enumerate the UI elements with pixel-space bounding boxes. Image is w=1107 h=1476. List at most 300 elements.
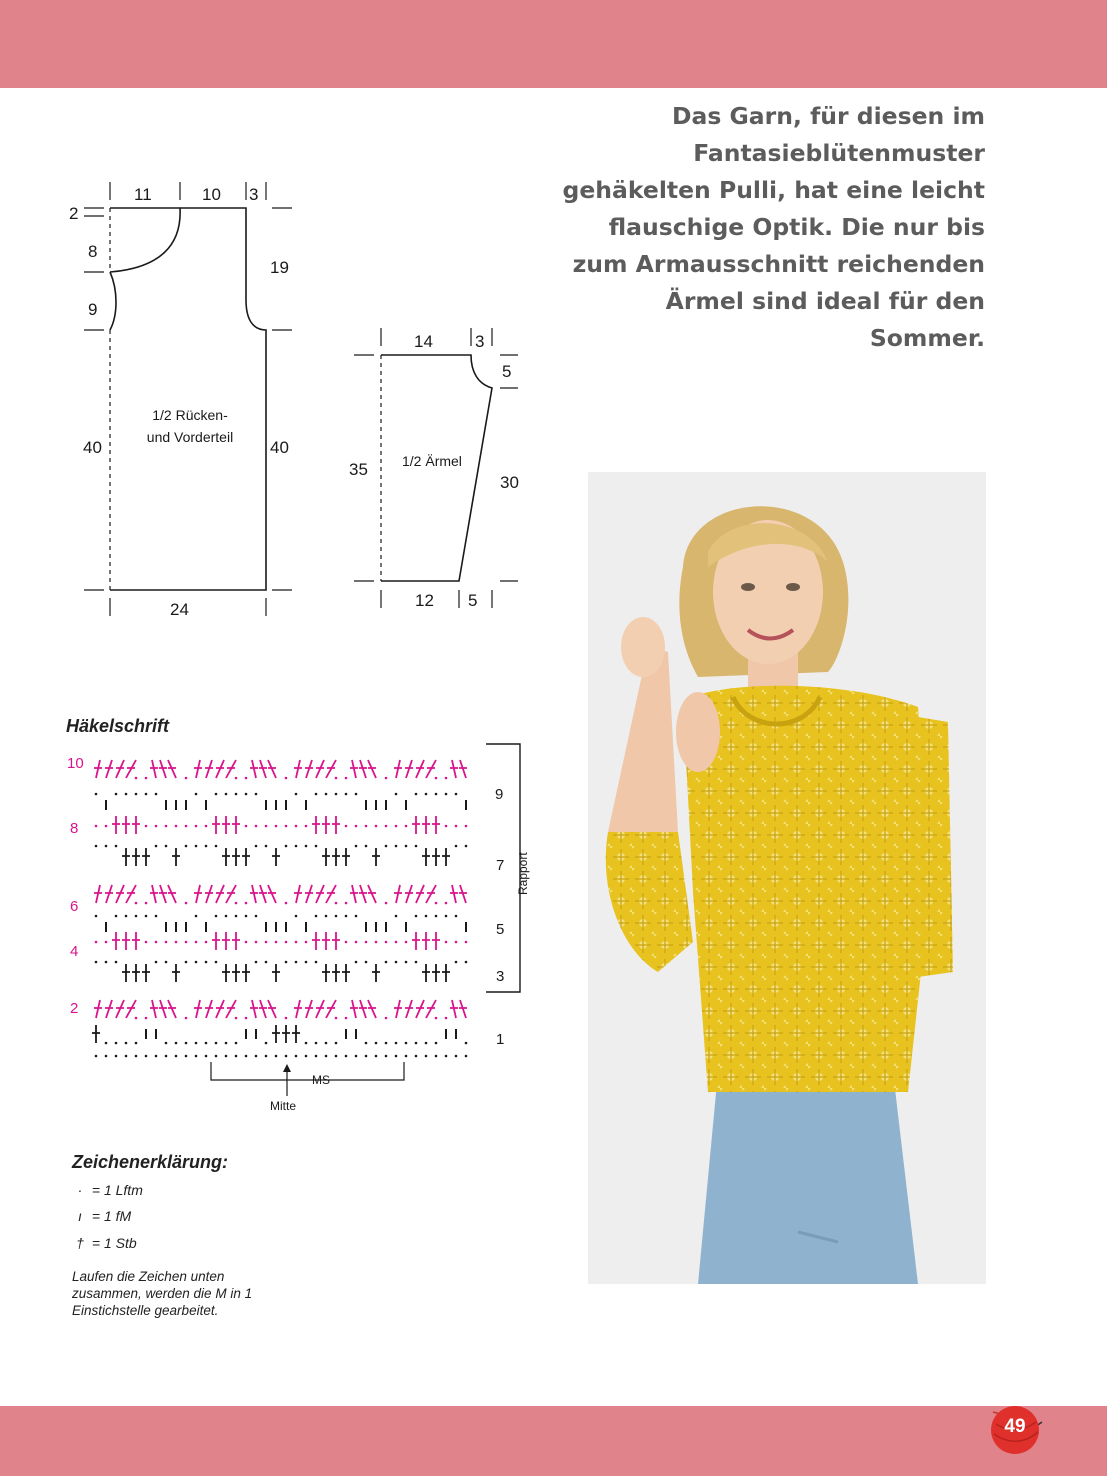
double-crochet-mark [212, 816, 220, 834]
double-crochet-mark [122, 848, 130, 866]
double-crochet-mark [150, 760, 158, 778]
double-crochet-mark [168, 885, 176, 903]
ms-label: MS [312, 1073, 330, 1087]
sleeve-pattern-schematic [340, 320, 540, 620]
double-crochet-mark [194, 760, 202, 778]
chain-dot [415, 1055, 418, 1058]
legend-item [72, 1235, 137, 1251]
single-crochet-icon: ı [78, 1208, 82, 1224]
chain-dot [95, 915, 98, 918]
body-pattern-schematic [60, 170, 320, 630]
double-crochet-mark [194, 1000, 202, 1018]
chain-dot [375, 1042, 378, 1045]
double-crochet-mark [232, 932, 240, 950]
chain-dot [365, 1055, 368, 1058]
chain-dot [375, 825, 378, 828]
double-crochet-mark [426, 760, 436, 778]
double-crochet-mark [205, 885, 213, 903]
chain-dot [295, 961, 298, 964]
double-crochet-mark [422, 964, 430, 982]
chain-dot [405, 1042, 408, 1045]
double-crochet-mark [92, 1025, 100, 1043]
legend-text: = 1 Lftm [91, 1182, 143, 1198]
chain-dot [385, 777, 388, 780]
chain-dot [205, 941, 208, 944]
top-color-band [0, 0, 1107, 88]
double-crochet-mark [142, 964, 150, 982]
row-number-right: 9 [495, 786, 504, 803]
double-crochet-mark [272, 1025, 280, 1043]
double-crochet-mark [232, 816, 240, 834]
double-crochet-mark [132, 848, 140, 866]
chain-dot [335, 777, 338, 780]
chain-dot [405, 941, 408, 944]
row-number-right: 1 [496, 1031, 505, 1048]
chain-dot [395, 825, 398, 828]
chain-dot [365, 961, 368, 964]
chain-dot [205, 1055, 208, 1058]
dim-top-left: 11 [134, 185, 152, 204]
chain-dot [415, 961, 418, 964]
chain-dot [395, 845, 398, 848]
chain-dot [135, 902, 138, 905]
chain-dot [395, 793, 398, 796]
chain-dot [395, 941, 398, 944]
double-crochet-mark [259, 1000, 267, 1018]
double-crochet-mark [426, 1000, 436, 1018]
row-number-right: 3 [496, 968, 505, 985]
chain-dot [195, 915, 198, 918]
double-crochet-mark [105, 760, 113, 778]
chain-dot [425, 793, 428, 796]
chain-dot [235, 902, 238, 905]
dim-left-neck: 8 [88, 242, 98, 261]
chain-dot [255, 825, 258, 828]
dim-right-body: 40 [270, 438, 289, 457]
chain-dot [355, 825, 358, 828]
chain-dot [135, 1055, 138, 1058]
chain-dot [245, 793, 248, 796]
dim-right-arm: 19 [270, 258, 289, 277]
double-crochet-mark [372, 964, 380, 982]
double-crochet-mark [416, 760, 424, 778]
double-crochet-mark [342, 848, 350, 866]
chain-dot [195, 941, 198, 944]
legend-text: = 1 Stb [91, 1235, 137, 1251]
chain-dot [245, 825, 248, 828]
chain-dot [315, 1055, 318, 1058]
double-crochet-mark [459, 885, 467, 903]
chain-dot [285, 961, 288, 964]
double-crochet-mark [332, 964, 340, 982]
double-crochet-mark [316, 1000, 324, 1018]
body-label: 1/2 Rücken- [152, 407, 228, 423]
chain-dot [445, 915, 448, 918]
chain-dot [175, 1055, 178, 1058]
chain-dot [425, 1042, 428, 1045]
double-crochet-mark [122, 816, 130, 834]
double-crochet-mark [450, 885, 458, 903]
chain-dot [355, 915, 358, 918]
chain-dot [155, 941, 158, 944]
double-crochet-mark [126, 885, 136, 903]
chain-dot [265, 941, 268, 944]
crochet-chart-title: Häkelschrift [66, 716, 170, 736]
intro-line: Sommer. [869, 324, 985, 352]
chain-dot [335, 1017, 338, 1020]
double-crochet-icon: † [76, 1235, 84, 1251]
chain-dot [455, 915, 458, 918]
double-crochet-mark [459, 760, 467, 778]
double-crochet-mark [232, 848, 240, 866]
chain-dot [435, 902, 438, 905]
chain-dot [225, 793, 228, 796]
chain-dot [325, 1055, 328, 1058]
chain-dot [295, 793, 298, 796]
chain-dot [175, 1042, 178, 1045]
chain-dot [145, 793, 148, 796]
double-crochet-mark [116, 1000, 124, 1018]
chain-dot [295, 825, 298, 828]
double-crochet-mark [268, 760, 276, 778]
chain-dot [115, 961, 118, 964]
chain-dot [455, 825, 458, 828]
double-crochet-mark [226, 885, 236, 903]
chain-dot [95, 793, 98, 796]
chain-dot [105, 825, 108, 828]
double-crochet-mark [159, 1000, 167, 1018]
chain-dot [125, 793, 128, 796]
double-crochet-mark [132, 964, 140, 982]
intro-line: zum Armausschnitt reichenden [572, 250, 985, 278]
chain-dot [185, 825, 188, 828]
double-crochet-mark [332, 932, 340, 950]
double-crochet-mark [450, 1000, 458, 1018]
double-crochet-mark [350, 760, 358, 778]
double-crochet-mark [350, 885, 358, 903]
double-crochet-mark [122, 932, 130, 950]
chain-dot [345, 1017, 348, 1020]
double-crochet-mark [242, 964, 250, 982]
chain-dot [185, 1055, 188, 1058]
chain-dot [215, 915, 218, 918]
double-crochet-mark [212, 932, 220, 950]
chain-dot [355, 941, 358, 944]
chain-dot [115, 793, 118, 796]
chain-dot [195, 793, 198, 796]
chain-dot [305, 1042, 308, 1045]
double-crochet-mark [112, 932, 120, 950]
ms-bracket [211, 1062, 404, 1080]
double-crochet-mark [405, 885, 413, 903]
chain-dot [325, 915, 328, 918]
row-number-left: 10 [67, 755, 84, 772]
chain-dot [145, 902, 148, 905]
double-crochet-mark [316, 885, 324, 903]
double-crochet-mark [268, 1000, 276, 1018]
double-crochet-mark [442, 964, 450, 982]
double-crochet-mark [359, 1000, 367, 1018]
double-crochet-mark [94, 885, 102, 903]
chain-dot [465, 941, 468, 944]
legend-note [72, 1268, 312, 1319]
chain-dot [235, 1042, 238, 1045]
double-crochet-mark [422, 848, 430, 866]
legend-note-line: zusammen, werden die M in 1 [72, 1286, 253, 1301]
row-number-left: 2 [70, 1000, 79, 1017]
chain-dot [325, 793, 328, 796]
double-crochet-mark [222, 848, 230, 866]
chain-dot [195, 1055, 198, 1058]
chain-dot [125, 1055, 128, 1058]
double-crochet-mark [216, 885, 224, 903]
chain-dot [305, 845, 308, 848]
chain-dot [445, 825, 448, 828]
double-crochet-mark [305, 760, 313, 778]
chain-dot [405, 845, 408, 848]
dim-sleeve-top-left: 14 [414, 332, 433, 351]
chain-dot [395, 915, 398, 918]
chain-dot [95, 1055, 98, 1058]
double-crochet-mark [116, 760, 124, 778]
double-crochet-mark [305, 885, 313, 903]
chain-dot [265, 961, 268, 964]
chain-dot [305, 825, 308, 828]
chain-dot [185, 777, 188, 780]
chain-dot [425, 915, 428, 918]
chain-dot [205, 961, 208, 964]
chain-dot [385, 1055, 388, 1058]
double-crochet-mark [216, 760, 224, 778]
dim-left-body: 40 [83, 438, 102, 457]
double-crochet-mark [432, 848, 440, 866]
chain-dot [135, 915, 138, 918]
double-crochet-mark [372, 848, 380, 866]
double-crochet-mark [322, 964, 330, 982]
chain-dot [275, 1055, 278, 1058]
chain-dot [215, 845, 218, 848]
chain-dot [225, 1042, 228, 1045]
chain-dot [435, 777, 438, 780]
intro-text [520, 98, 985, 357]
double-crochet-mark [326, 760, 336, 778]
double-crochet-mark [259, 885, 267, 903]
chain-dot [385, 1017, 388, 1020]
legend-note-line: Laufen die Zeichen unten [72, 1269, 225, 1284]
chart-symbols [92, 760, 467, 1057]
chain-dot [335, 1042, 338, 1045]
chain-dot [445, 793, 448, 796]
chain-dot [265, 1055, 268, 1058]
dim-top-right: 3 [249, 185, 259, 204]
chain-dot [295, 845, 298, 848]
chain-dot [385, 825, 388, 828]
chain-dot [245, 1017, 248, 1020]
dim-sleeve-top-right: 3 [475, 332, 485, 351]
dim-sleeve-bottom-right: 5 [468, 591, 478, 610]
row-number-right: 5 [496, 921, 505, 938]
row-number-left: 8 [70, 820, 79, 837]
dim-sleeve-right: 30 [500, 473, 519, 492]
chain-dot [345, 915, 348, 918]
chain-dot [385, 902, 388, 905]
double-crochet-mark [326, 885, 336, 903]
chain-dot [365, 1042, 368, 1045]
chain-dot [415, 793, 418, 796]
chain-dot [195, 825, 198, 828]
chain-dot [305, 941, 308, 944]
double-crochet-mark [250, 1000, 258, 1018]
chain-dot [185, 845, 188, 848]
chain-dot [275, 941, 278, 944]
double-crochet-mark [326, 1000, 336, 1018]
chain-dot [295, 941, 298, 944]
double-crochet-mark [459, 1000, 467, 1018]
double-crochet-mark [316, 760, 324, 778]
chain-dot [115, 1055, 118, 1058]
chain-dot [395, 1055, 398, 1058]
chain-dot [435, 1017, 438, 1020]
intro-line: Ärmel sind ideal für den [665, 287, 985, 315]
dim-sleeve-bottom-left: 12 [415, 591, 434, 610]
chain-dot [95, 825, 98, 828]
double-crochet-mark [205, 760, 213, 778]
chain-dot [285, 845, 288, 848]
chain-dot [435, 915, 438, 918]
double-crochet-mark [268, 885, 276, 903]
chain-dot [315, 1042, 318, 1045]
intro-line: Fantasieblütenmuster [693, 139, 985, 167]
chain-dot [405, 961, 408, 964]
chain-dot [375, 941, 378, 944]
chain-dot [135, 1017, 138, 1020]
double-crochet-mark [432, 932, 440, 950]
chain-dot [195, 845, 198, 848]
chain-dot [335, 1055, 338, 1058]
chain-dot [265, 845, 268, 848]
chain-dot [105, 1042, 108, 1045]
chain-dot [155, 961, 158, 964]
chain-dot [215, 793, 218, 796]
chain-dot [205, 845, 208, 848]
double-crochet-mark [126, 760, 136, 778]
chain-dot [105, 1055, 108, 1058]
chain-dot [465, 1042, 468, 1045]
chain-dot [165, 845, 168, 848]
chain-dot [285, 941, 288, 944]
double-crochet-mark [322, 932, 330, 950]
chain-dot [155, 915, 158, 918]
chain-dot [185, 1042, 188, 1045]
chain-dot [155, 793, 158, 796]
double-crochet-mark [105, 885, 113, 903]
double-crochet-mark [122, 964, 130, 982]
double-crochet-mark [294, 760, 302, 778]
double-crochet-mark [272, 964, 280, 982]
chain-dot [315, 845, 318, 848]
page-number: 49 [1004, 1416, 1026, 1437]
chain-dot [185, 902, 188, 905]
chain-dot [165, 1042, 168, 1045]
row-number-right: 7 [496, 857, 505, 874]
legend-title: Zeichenerklärung: [72, 1152, 229, 1172]
double-crochet-mark [172, 848, 180, 866]
center-label: Mitte [270, 1099, 297, 1113]
dim-left-arm: 9 [88, 300, 98, 319]
chain-dot [345, 793, 348, 796]
double-crochet-mark [259, 760, 267, 778]
chain-dot [425, 1055, 428, 1058]
chain-dot [365, 825, 368, 828]
chain-dot [255, 961, 258, 964]
chain-dot [245, 1055, 248, 1058]
chain-dot [105, 941, 108, 944]
chain-dot [195, 1042, 198, 1045]
chain-dot [135, 793, 138, 796]
chain-dot [345, 777, 348, 780]
double-crochet-mark [194, 885, 202, 903]
chain-dot [345, 1055, 348, 1058]
chain-dot [155, 845, 158, 848]
chain-dot [285, 1017, 288, 1020]
chain-dot [175, 825, 178, 828]
chain-dot [145, 1055, 148, 1058]
double-crochet-mark [294, 885, 302, 903]
double-crochet-mark [432, 816, 440, 834]
chain-dot [185, 961, 188, 964]
chain-dot [455, 1055, 458, 1058]
chain-dot [165, 825, 168, 828]
chain-dot [315, 915, 318, 918]
chain-dot [155, 825, 158, 828]
chain-dot [445, 1017, 448, 1020]
double-crochet-mark [205, 1000, 213, 1018]
chain-dot [205, 825, 208, 828]
chain-dot [295, 915, 298, 918]
double-crochet-mark [172, 964, 180, 982]
double-crochet-mark [332, 848, 340, 866]
chain-dot [135, 777, 138, 780]
double-crochet-mark [359, 760, 367, 778]
chain-dot [355, 793, 358, 796]
chain-dot [145, 825, 148, 828]
chain-dot [265, 825, 268, 828]
chain-dot [465, 961, 468, 964]
chain-dot [415, 845, 418, 848]
chain-dot [305, 961, 308, 964]
double-crochet-mark [168, 1000, 176, 1018]
chain-dot [255, 793, 258, 796]
chain-dot [395, 1042, 398, 1045]
legend-item [72, 1208, 131, 1224]
chain-dot [345, 902, 348, 905]
model-illustration [588, 472, 986, 1284]
chain-dot [335, 902, 338, 905]
double-crochet-mark [394, 885, 402, 903]
double-crochet-mark [116, 885, 124, 903]
double-crochet-mark [405, 1000, 413, 1018]
double-crochet-mark [368, 885, 376, 903]
chain-dot [245, 777, 248, 780]
double-crochet-mark [350, 1000, 358, 1018]
double-crochet-mark [416, 1000, 424, 1018]
chain-dot [445, 777, 448, 780]
intro-line: Das Garn, für diesen im [671, 102, 985, 130]
dim-sleeve-left: 35 [349, 460, 368, 479]
double-crochet-mark [222, 816, 230, 834]
double-crochet-mark [222, 932, 230, 950]
model-photo [588, 472, 986, 1284]
